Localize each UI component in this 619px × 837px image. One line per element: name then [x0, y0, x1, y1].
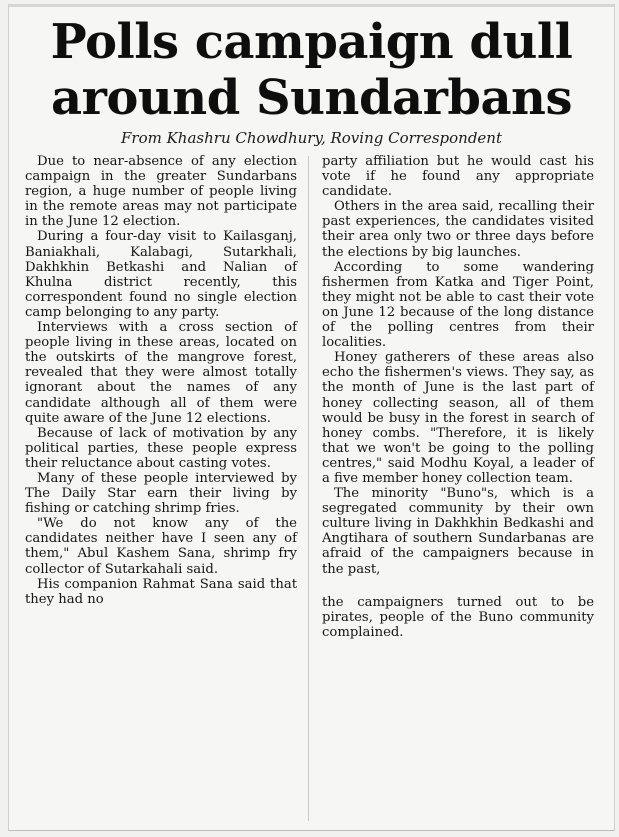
paragraph: During a four-day visit to Kailasganj, Baniakhali, Kalabagi, Sutarkhali, Dakhkhin Betkashi and Nalian of Khulna district recently, this correspondent found no single election camp belonging to any party. — [25, 229, 297, 320]
byline: From Khashru Chowdhury, Roving Correspondent — [121, 129, 502, 147]
newspaper-clipping — [8, 4, 615, 831]
paragraph: Because of lack of motivation by any political parties, these people express their reluctance about casting votes. — [25, 425, 297, 471]
paragraph: "We do not know any of the candidates neither have I seen any of them," Abul Kashem Sana, shrimp fry collector of Sutarkahali said. — [25, 516, 297, 577]
paragraph: Due to near-absence of any election campaign in the greater Sundarbans region, a huge number of people living in the remote areas may not participate in the June 12 election. — [25, 154, 297, 230]
headline-line-2: around Sundarbans — [51, 70, 572, 126]
paragraph: Many of these people interviewed by The Daily Star earn their living by fishing or catching shrimp fries. — [25, 470, 297, 517]
headline — [9, 14, 614, 126]
headline-line-1: Polls campaign dull — [50, 14, 573, 70]
paragraph-continued: party affiliation but he would cast his vote if he found any appropriate candidate. — [322, 154, 594, 200]
paragraph: Interviews with a cross section of people living in these areas, located on the outskirts of the mangrove forest, revealed that they were almost totally ignorant about the names of any candidate although all of them were quite aware of the June 12 elections. — [25, 320, 297, 426]
paragraph: According to some wandering fishermen from Katka and Tiger Point, they might not be able to cast their vote on June 12 because of the long distance of the polling centres from their localities. — [322, 259, 594, 351]
paragraph-continued: the campaigners turned out to be pirates, people of the Buno community complained. — [322, 594, 594, 640]
top-rule — [9, 4, 614, 7]
paragraph: The minority "Buno"s, which is a segregated community by their own culture living in Dakhkhin Bedkashi and Angtihara of southern Sundarbanas are afraid of the campaigners because in the past, — [322, 486, 594, 577]
paragraph: His companion Rahmat Sana said that they had no — [25, 576, 297, 607]
column-divider — [308, 156, 309, 821]
paragraph: Honey gatherers of these areas also echo the fishermen's views. They say, as the month of June is the last part of honey collecting season, all of them would be busy in the forest in search of honey combs. "Therefore, it is likely that we won't be going to the polling centres," said Modhu Koyal, a leader of a five member honey collection team. — [322, 350, 594, 486]
paragraph: Others in the area said, recalling their past experiences, the candidates visited their area only two or three days before the elections by big launches. — [322, 199, 594, 260]
column-gap — [322, 577, 594, 595]
left-column — [25, 154, 297, 607]
right-column — [322, 154, 594, 640]
